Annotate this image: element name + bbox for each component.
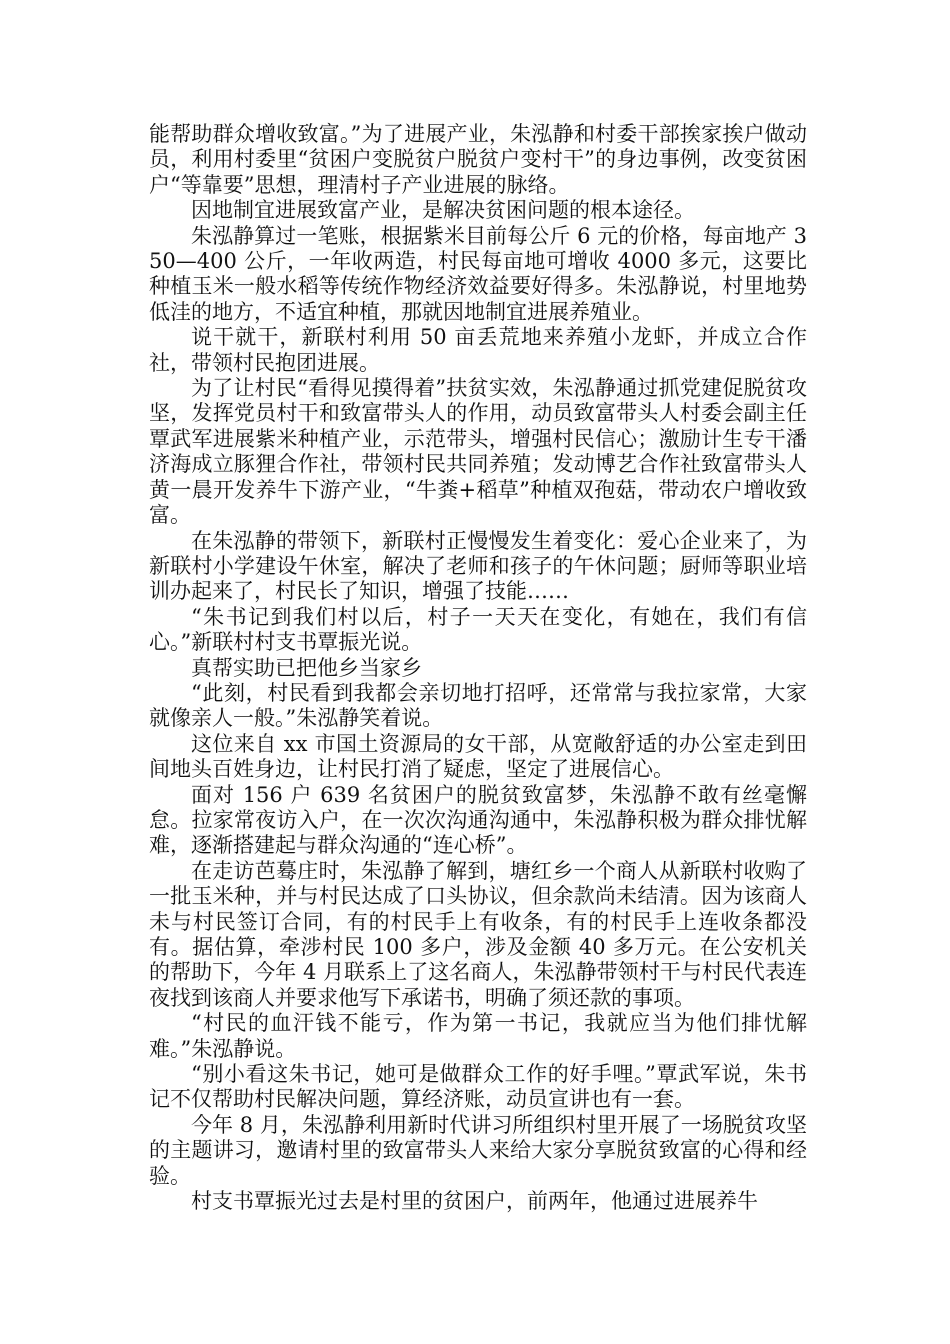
section-heading: 真帮实助已把他乡当家乡 [191,655,422,680]
paragraph: 这位来自 xx 市国土资源局的女干部，从宽敞舒适的办公室走到田间地头百姓身边，让村民打消了疑虑，坚定了进展信心。 [149,731,807,782]
paragraph: “朱书记到我们村以后，村子一天天在变化，有她在，我们有信心。”新联村村支书覃振光说。 [149,604,807,655]
paragraph: 为了让村民“看得见摸得着”扶贫实效，朱泓静通过抓党建促脱贫攻坚，发挥党员村干和致富带头人的作用，动员致富带头人村委会副主任覃武军进展紫米种植产业，示范带头，增强村民信心；激励计生专干潘济海成立豚狸合作社，带领村民共同养殖；发动博艺合作社致富带头人黄一晨开发养牛下游产业，“牛粪+稻草”种植双孢菇，带动农户增收致富。 [149,376,807,528]
paragraph: “村民的血汗钱不能亏，作为第一书记，我就应当为他们排忧解难。”朱泓静说。 [149,1011,807,1061]
paragraph: 因地制宜进展致富产业，是解决贫困问题的根本途径。 [191,198,695,223]
document-body [149,122,807,1214]
paragraph: 说干就干，新联村利用 50 亩丢荒地来养殖小龙虾，并成立合作社，带领村民抱团进展。 [149,325,807,375]
paragraph: 面对 156 户 639 名贫困户的脱贫致富梦，朱泓静不敢有丝毫懈怠。拉家常夜访入户，在一次次沟通沟通中，朱泓静积极为群众排忧解难，逐渐搭建起与群众沟通的“连心桥”。 [149,782,807,858]
paragraph: “别小看这朱书记，她可是做群众工作的好手哩。”覃武军说，朱书记不仅帮助村民解决问题，算经济账，动员宣讲也有一套。 [149,1062,807,1112]
paragraph: 朱泓静算过一笔账，根据紫米目前每公斤 6 元的价格，每亩地产 350—400 公斤，一年收两造，村民每亩地可增收 4000 多元，这要比种植玉米一般水稻等传统作物经济效益要好得多。朱泓静说，村里地势低洼的地方，不适宜种植，那就因地制宜进展养殖业。 [149,223,807,324]
paragraph: 在朱泓静的带领下，新联村正慢慢发生着变化：爱心企业来了，为新联村小学建设午休室，解决了老师和孩子的午休问题；厨师等职业培训办起来了，村民长了知识，增强了技能…… [149,528,807,604]
paragraph: 村支书覃振光过去是村里的贫困户，前两年，他通过进展养牛 [191,1189,758,1214]
paragraph: “此刻，村民看到我都会亲切地打招呼，还常常与我拉家常，大家就像亲人一般。”朱泓静笑着说。 [149,680,807,731]
paragraph: 在走访芭蓦庄时，朱泓静了解到，塘红乡一个商人从新联村收购了一批玉米种，并与村民达成了口头协议，但余款尚未结清。因为该商人未与村民签订合同，有的村民手上有收条，有的村民手上连收条都没有。据估算，牵涉村民 100 多户，涉及金额 40 多万元。在公安机关的帮助下，今年 4 月联系上了这名商人，朱泓静带领村干与村民代表连夜找到该商人并要求他写下承诺书，明确了须还款的事项。 [149,858,807,1010]
paragraph: 能帮助群众增收致富。”为了进展产业，朱泓静和村委干部挨家挨户做动员，利用村委里“贫困户变脱贫户脱贫户变村干”的身边事例，改变贫困户“等靠要”思想，理清村子产业进展的脉络。 [149,122,807,197]
paragraph: 今年 8 月，朱泓静利用新时代讲习所组织村里开展了一场脱贫攻坚的主题讲习，邀请村里的致富带头人来给大家分享脱贫致富的心得和经验。 [149,1112,807,1188]
